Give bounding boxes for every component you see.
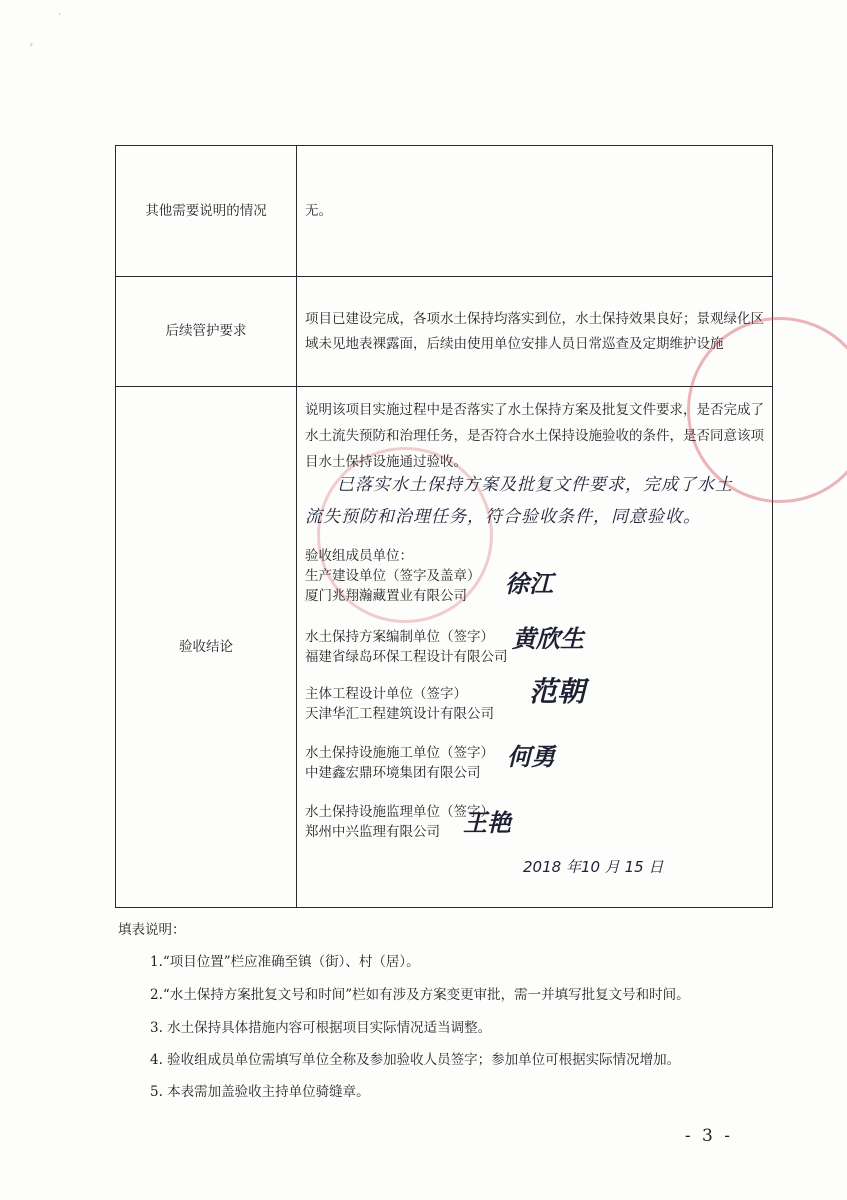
note-item: 1.“项目位置”栏应准确至镇（街）、村（居）。	[150, 954, 420, 970]
conclusion-label: 验收结论	[116, 387, 297, 908]
notes-title: 填表说明：	[118, 922, 186, 938]
maintenance-value: 项目已建设完成，各项水土保持均落实到位，水土保持效果良好；景观绿化区域未见地表裸露面，后续由使用单位安排人员日常巡查及定期维护设施	[297, 277, 773, 387]
row-maintenance	[116, 277, 773, 387]
unit-main-designer	[305, 684, 494, 724]
unit-role: 水土保持方案编制单位（签字）	[305, 629, 494, 645]
conclusion-content	[297, 387, 772, 907]
page-number: - 3 -	[684, 1126, 733, 1146]
unit-contractor	[305, 743, 494, 783]
unit-name: 福建省绿岛环保工程设计有限公司	[305, 649, 508, 665]
scan-speck: ·	[58, 10, 61, 20]
handwritten-conclusion-line-1: 已落实水土保持方案及批复文件要求，完成了水土	[337, 475, 733, 495]
unit-role: 生产建设单位（签字及盖章）	[305, 568, 481, 584]
signature: 黄欣生	[512, 625, 584, 653]
unit-name: 厦门兆翔瀚藏置业有限公司	[305, 588, 467, 604]
signature: 何勇	[507, 743, 555, 771]
unit-name: 天津华汇工程建筑设计有限公司	[305, 706, 494, 722]
conclusion-question: 说明该项目实施过程中是否落实了水土保持方案及批复文件要求，是否完成了水土流失预防和治理任务，是否符合水土保持设施验收的条件，是否同意该项目水土保持设施通过验收。	[305, 402, 764, 470]
note-item: 2.“水土保持方案批复文号和时间”栏如有涉及方案变更审批，需一并填写批复文号和时间。	[150, 987, 690, 1003]
note-item: 5. 本表需加盖验收主持单位骑缝章。	[150, 1084, 370, 1100]
row-conclusion	[116, 387, 773, 908]
signing-date: 2018 年10 月 15 日	[523, 858, 664, 876]
unit-name: 中建鑫宏鼎环境集团有限公司	[305, 765, 481, 781]
maintenance-label: 后续管护要求	[116, 277, 297, 387]
acceptance-form-table	[115, 145, 773, 908]
members-heading: 验收组成员单位：	[305, 548, 413, 564]
unit-role: 主体工程设计单位（签字）	[305, 686, 467, 702]
signature: 徐江	[505, 570, 553, 598]
unit-role: 水土保持设施施工单位（签字）	[305, 745, 494, 761]
unit-plan-designer	[305, 627, 508, 667]
signature: 范朝	[529, 675, 586, 708]
signature: 王艳	[463, 809, 511, 837]
row-other-notes	[116, 146, 773, 277]
unit-role: 水土保持设施监理单位（签字）	[305, 804, 494, 820]
handwritten-conclusion-line-2: 流失预防和治理任务，符合验收条件，同意验收。	[305, 507, 701, 527]
note-item: 3. 水土保持具体措施内容可根据项目实际情况适当调整。	[150, 1020, 492, 1036]
unit-name: 郑州中兴监理有限公司	[305, 824, 440, 840]
other-notes-label: 其他需要说明的情况	[116, 146, 297, 277]
conclusion-cell	[297, 387, 773, 908]
form-notes	[118, 918, 690, 1100]
scan-speck: ʳ	[30, 42, 34, 52]
other-notes-value: 无。	[297, 146, 773, 277]
note-item: 4. 验收组成员单位需填写单位全称及参加验收人员签字；参加单位可根据实际情况增加。	[150, 1052, 681, 1068]
unit-construction	[305, 566, 481, 606]
